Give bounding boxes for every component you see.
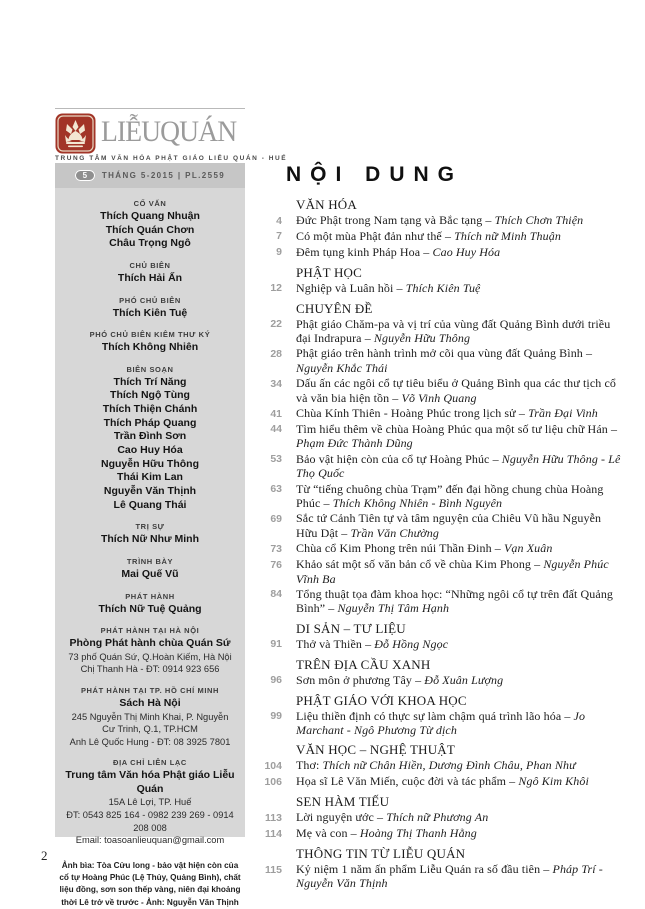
toc-entry <box>252 281 624 296</box>
toc-page-number: 34 <box>270 377 282 390</box>
masthead-sections <box>55 188 245 847</box>
masthead-line: Thích Ngộ Tùng <box>110 389 190 402</box>
masthead-line: Thái Kim Lan <box>117 471 183 484</box>
toc-entry-text <box>296 862 624 891</box>
toc-entry <box>252 346 624 375</box>
toc-entry <box>252 774 624 789</box>
toc-entry-title: Thở và Thiền – <box>296 636 375 651</box>
masthead-section-label: PHÓ CHỦ BIÊN <box>119 295 181 305</box>
toc-entry <box>252 452 624 481</box>
toc-section-heading: PHẬT GIÁO VỚI KHOA HỌC <box>296 692 467 708</box>
toc-entry <box>252 245 624 260</box>
toc-entry-text <box>296 673 624 688</box>
toc-entry-authors: Đỗ Xuân Lượng <box>424 672 504 687</box>
toc-entry-text <box>296 406 624 421</box>
toc-entry-text <box>296 229 624 244</box>
toc-page-number: 104 <box>264 759 282 772</box>
toc-entry <box>252 482 624 511</box>
masthead-line: Châu Trọng Ngô <box>109 237 191 250</box>
toc-entry-title: Họa sĩ Lê Văn Miến, cuộc đời và tác phẩm – <box>296 774 519 789</box>
toc-page-number: 12 <box>270 282 282 295</box>
toc-page-number: 84 <box>270 588 282 601</box>
toc-entry-title: Liệu thiền định có thực sự làm chậm quá trình lão hóa – <box>296 708 574 723</box>
masthead-section <box>65 365 235 512</box>
toc-entry-title: Sắc tứ Cảnh Tiên tự và tâm nguyện của Chiêu Vũ hầu Nguyễn Hữu Dật – <box>296 511 602 540</box>
toc-title: NỘI DUNG <box>286 163 463 186</box>
toc-entry-title: Tổng thuật tọa đàm khoa học: “Những ngôi cổ tự trên đất Quảng Bình” – <box>296 586 614 616</box>
toc-entry-text <box>296 758 624 773</box>
toc-page-number: 53 <box>270 453 282 466</box>
masthead-section <box>65 686 235 748</box>
toc-entry-title: Mẹ và con – <box>296 826 360 841</box>
toc-entry-authors: Hoàng Thị Thanh Hằng <box>359 826 477 841</box>
masthead-line: Mai Quế Vũ <box>121 567 179 580</box>
masthead-line: Nguyễn Hữu Thông <box>100 457 199 470</box>
masthead-section <box>65 330 235 355</box>
toc-entry-text <box>296 245 624 260</box>
masthead-section-label: PHÓ CHỦ BIÊN KIÊM THƯ KÝ <box>89 330 211 340</box>
toc-page-number: 115 <box>265 863 282 876</box>
lotus-seal-icon <box>55 113 96 154</box>
masthead-section-label: CHỦ BIÊN <box>129 260 171 270</box>
masthead-section <box>65 199 235 251</box>
toc-entry-text <box>296 317 624 346</box>
toc-entry-title: Tìm hiểu thêm về chùa Hoàng Phúc qua một số tư liệu chữ Hán – <box>296 421 618 436</box>
toc-page-number: 28 <box>270 347 282 360</box>
masthead-section <box>65 758 235 846</box>
toc-entry-title: Phật giáo Chăm-pa và vị trí của vùng đất Quảng Bình dưới triều đại Indrapura – <box>296 316 611 346</box>
toc-entry-authors: Võ Vinh Quang <box>401 390 477 405</box>
toc-page-number: 4 <box>276 214 282 227</box>
masthead-section <box>65 592 235 617</box>
toc-entry-authors: Cao Huy Hóa <box>432 244 501 259</box>
toc-entry <box>252 541 624 556</box>
toc-entry <box>252 810 624 825</box>
toc-entry <box>252 317 624 346</box>
toc-page-number: 69 <box>270 512 282 525</box>
toc-page-number: 41 <box>270 407 282 420</box>
toc-entry-authors: Nguyễn Hữu Thông <box>373 331 471 346</box>
toc-page-number: 91 <box>270 638 282 651</box>
toc-entry <box>252 511 624 540</box>
toc-entry-text <box>296 422 624 451</box>
toc-body <box>252 197 624 891</box>
toc-entry-authors: Đỗ Hồng Ngọc <box>374 636 449 651</box>
toc-entry <box>252 587 624 616</box>
toc-entry <box>252 422 624 451</box>
toc-entry-authors: Trần Đại Vinh <box>528 406 598 421</box>
toc-entry-title: Dấu ấn các ngôi cổ tự tiêu biểu ở Quảng Bình qua các thư tịch cổ và văn bia hiện tồn – <box>296 376 616 405</box>
magazine-logo <box>55 108 288 162</box>
toc-entry-text <box>296 376 624 405</box>
toc-section-heading: VĂN HÓA <box>296 197 357 212</box>
toc-page-number: 99 <box>270 710 282 723</box>
masthead-section <box>65 522 235 547</box>
toc-page-number: 76 <box>270 558 282 571</box>
masthead-line: Thích Thiện Chánh <box>102 403 198 416</box>
toc-entry-text <box>296 213 624 228</box>
magazine-subtitle: TRUNG TÂM VĂN HÓA PHẬT GIÁO LIỄU QUÁN - HUẾ <box>55 155 288 162</box>
toc-entry-text <box>296 709 624 738</box>
cover-photo-note: Ảnh bìa: Tòa Cửu long - bảo vật hiện còn của cổ tự Hoàng Phúc (Lệ Thủy, Quảng Bình), chất liệu đồng, sơn son thếp vàng, niên đại khoảng thời Lê trở về trước - Ảnh: Nguyễn Văn Thịnh <box>59 860 241 907</box>
toc-page-number: 44 <box>270 423 282 436</box>
toc-entry <box>252 557 624 586</box>
masthead-line: Sách Hà Nội <box>119 696 181 709</box>
toc-page-number: 106 <box>264 775 282 788</box>
toc-entry-title: Thơ: <box>296 758 323 773</box>
toc-entry <box>252 709 624 738</box>
masthead-panel <box>55 163 245 907</box>
masthead-line: Thích Quán Chơn <box>105 223 195 236</box>
toc-entry-authors: Nguyễn Thị Tâm Hạnh <box>337 601 450 616</box>
toc-section-heading: SEN HÀM TIẾU <box>296 794 390 810</box>
toc-entry-authors: Trần Văn Chường <box>350 525 439 540</box>
toc-entry-text <box>296 281 624 296</box>
toc-section-heading: TRÊN ĐỊA CẦU XANH <box>296 656 431 672</box>
toc-entry <box>252 406 624 421</box>
masthead-line: Thích Pháp Quang <box>103 416 197 429</box>
page-number: 2 <box>41 848 48 863</box>
toc-entry-title: Sơn môn ở phương Tây – <box>296 672 425 687</box>
masthead-section <box>65 557 235 582</box>
magazine-title: LIỄUQUÁN <box>101 115 237 148</box>
masthead-line: Email: toasoanlieuquan@gmail.com <box>75 835 225 846</box>
toc-entry-authors: Phạm Đức Thành Dũng <box>296 436 413 451</box>
toc-entry-title: Chùa cổ Kim Phong trên núi Thần Đinh – <box>296 541 504 556</box>
toc-page-number: 73 <box>270 542 282 555</box>
masthead-section-label: TRÌNH BÀY <box>126 556 174 566</box>
masthead-line: 15A Lê Lợi, TP. Huế <box>108 797 192 808</box>
toc-entry <box>252 229 624 244</box>
masthead-line: Chị Thanh Hà - ĐT: 0914 923 656 <box>80 664 220 675</box>
toc-entry-authors: Nguyễn Hữu Thông - Lê Thọ Quốc <box>296 451 621 481</box>
masthead-section-label: CỐ VẤN <box>133 199 167 208</box>
toc-entry-text <box>296 346 624 375</box>
masthead-line: Thích Kiên Tuệ <box>112 306 188 319</box>
masthead-section <box>65 261 235 286</box>
masthead-section-label: PHÁT HÀNH TẠI HÀ NỘI <box>100 626 200 636</box>
toc-entry-authors: Thích nữ Chân Hiền, Dương Đình Châu, Phan Như <box>322 758 576 773</box>
toc-page-number: 96 <box>270 674 282 687</box>
issue-number-badge: 5 <box>75 170 95 181</box>
masthead-line: Phòng Phát hành chùa Quán Sứ <box>69 637 231 650</box>
toc-entry-text <box>296 826 624 841</box>
toc-entry-text <box>296 587 624 616</box>
masthead-section-label: PHÁT HÀNH TẠI TP. HỒ CHÍ MINH <box>80 685 220 695</box>
toc-entry-title: Phật giáo trên hành trình mở cõi qua vùng đất Quảng Bình – <box>296 346 593 361</box>
masthead-line: Nguyễn Văn Thịnh <box>103 484 197 497</box>
toc-entry-text <box>296 482 624 511</box>
toc-entry-title: Bảo vật hiện còn của cổ tự Hoàng Phúc – <box>296 451 502 466</box>
toc-entry-text <box>296 541 624 556</box>
toc-page-number: 114 <box>265 827 282 840</box>
toc-entry-title: Chùa Kính Thiên - Hoàng Phúc trong lịch sử – <box>296 406 529 421</box>
toc-entry-authors: Pháp Trí - Nguyễn Văn Thịnh <box>296 862 603 891</box>
toc-entry-authors: Nguyễn Phúc Vĩnh Ba <box>296 557 609 586</box>
masthead-line: Thích Nữ Như Minh <box>100 533 200 546</box>
masthead-line: Anh Lê Quốc Hung - ĐT: 08 3925 7801 <box>69 736 231 747</box>
toc-entry-text <box>296 637 624 652</box>
masthead-section <box>65 626 235 676</box>
toc-entry-authors: Thích Chơn Thiện <box>494 213 584 227</box>
toc-page-number: 113 <box>265 811 282 824</box>
toc-entry-authors: Thích nữ Minh Thuận <box>454 228 561 243</box>
toc-entry-text <box>296 511 624 540</box>
masthead-section-label: TRỊ SỰ <box>135 522 165 532</box>
masthead-line: Thích Nữ Tuệ Quảng <box>98 602 202 615</box>
toc-entry-title: Đêm tụng kinh Pháp Hoa – <box>296 244 433 259</box>
toc-entry-title: Khảo sát một số văn bản cổ về chùa Kim Phong – <box>296 557 544 572</box>
toc-page-number: 7 <box>276 230 282 243</box>
toc-entry-authors: Vạn Xuân <box>504 541 553 556</box>
toc-entry <box>252 673 624 688</box>
masthead-line: 73 phố Quán Sứ, Q.Hoàn Kiếm, Hà Nội <box>68 651 232 662</box>
toc-entry <box>252 826 624 841</box>
masthead-section-label: ĐỊA CHỈ LIÊN LẠC <box>113 758 187 768</box>
toc-page-number: 63 <box>270 483 282 496</box>
masthead-line: ĐT: 0543 825 164 - 0982 239 269 - 0914 208 008 <box>66 810 234 833</box>
toc-entry <box>252 376 624 405</box>
issue-date: THÁNG 5-2015 | PL.2559 <box>101 171 226 180</box>
toc-section-heading: THÔNG TIN TỪ LIỄU QUÁN <box>296 846 466 861</box>
masthead-line: Cao Huy Hóa <box>117 444 183 457</box>
toc-section-heading: DI SẢN – TƯ LIỆU <box>296 620 406 636</box>
toc-entry-title: Từ “tiếng chuông chùa Trạm” đến đại hồng chung chùa Hoàng Phúc – <box>296 481 604 510</box>
toc-entry-title: Đức Phật trong Nam tạng và Bắc tạng – <box>296 213 495 227</box>
toc-entry-authors: Ngô Kim Khôi <box>518 774 589 789</box>
toc-section-heading: CHUYÊN ĐỀ <box>296 300 373 316</box>
toc-section-heading: PHẬT HỌC <box>296 264 363 280</box>
toc-entry-title: Nghiệp và Luân hồi – <box>296 280 406 295</box>
masthead-section-label: PHÁT HÀNH <box>125 591 175 601</box>
toc-entry-authors: Thích nữ Phương An <box>386 810 489 825</box>
toc-page-number: 22 <box>270 318 282 331</box>
toc-entry-title: Có một mùa Phật đản như thế – <box>296 228 455 243</box>
masthead-line: Trung tâm Văn hóa Phật giáo Liễu Quán <box>65 769 235 795</box>
masthead-line: 245 Nguyễn Thị Minh Khai, P. Nguyễn Cư Trinh, Q.1, TP.HCM <box>71 711 229 735</box>
toc-entry-text <box>296 452 624 481</box>
toc-entry-text <box>296 774 624 789</box>
toc-entry <box>252 213 624 228</box>
issue-bar <box>55 163 245 188</box>
toc-entry-title: Kỷ niệm 1 năm ấn phẩm Liễu Quán ra số đầu tiên – <box>296 862 553 876</box>
toc-entry <box>252 862 624 891</box>
masthead-line: Trần Đình Sơn <box>113 430 187 443</box>
toc-entry-authors: Thích Không Nhiên - Bình Nguyên <box>332 496 503 510</box>
toc-page-number: 9 <box>276 246 282 259</box>
toc-entry-text <box>296 557 624 586</box>
toc-entry-authors: Jo Marchant - Ngô Phương Từ dịch <box>296 708 586 737</box>
toc-entry <box>252 637 624 652</box>
masthead-line: Thích Hải Ấn <box>117 271 183 284</box>
toc-entry-authors: Nguyễn Khắc Thái <box>296 360 388 375</box>
masthead-line: Thích Không Nhiên <box>101 341 199 354</box>
toc-entry-text <box>296 810 624 825</box>
toc-entry-title: Lời nguyện ước – <box>296 810 387 825</box>
toc-entry-authors: Thích Kiên Tuệ <box>405 280 481 295</box>
masthead-section <box>65 296 235 321</box>
masthead-line: Thích Quang Nhuận <box>100 210 200 222</box>
toc-entry <box>252 758 624 773</box>
toc-section-heading: VĂN HỌC – NGHỆ THUẬT <box>296 742 456 758</box>
masthead-line: Thích Trí Năng <box>113 375 187 388</box>
masthead-section-label: BIÊN SOẠN <box>126 364 174 374</box>
masthead-line: Lê Quang Thái <box>113 498 187 511</box>
toc-main <box>252 163 624 892</box>
